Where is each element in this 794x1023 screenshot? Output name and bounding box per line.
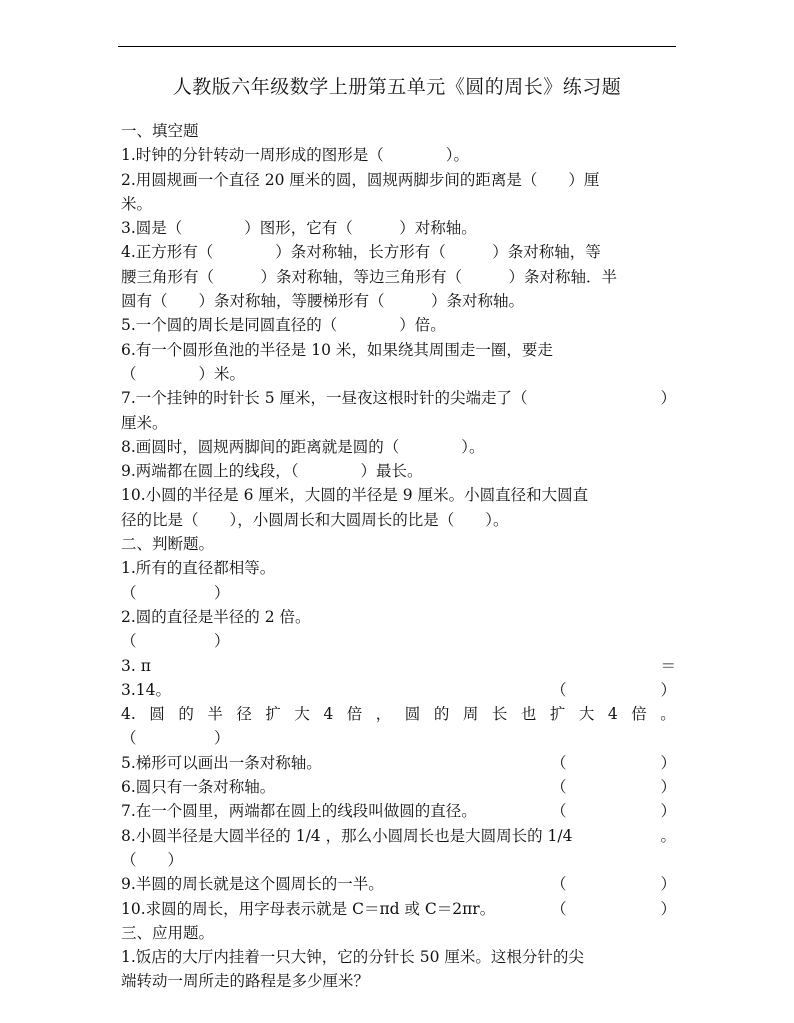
worksheet-line [121, 508, 676, 532]
line-text: 3.圆是（ ）图形，它有（ ）对称轴。 [121, 219, 477, 238]
answer-bracket-open: （ [551, 680, 567, 699]
worksheet-line [121, 751, 676, 775]
line-char: 的 [433, 705, 450, 724]
answer-bracket-open: （ [551, 899, 567, 918]
worksheet-line [121, 581, 676, 605]
worksheet-line [121, 556, 676, 580]
worksheet-line [121, 338, 676, 362]
line-text: 径的比是（ ），小圆周长和大圆周长的比是（ ）。 [121, 510, 509, 529]
worksheet-line [121, 678, 676, 702]
line-end: 。 [660, 826, 676, 845]
line-text: 8.画圆时，圆规两脚间的距离就是圆的（ ）。 [121, 437, 485, 456]
worksheet-line [121, 775, 676, 799]
line-char: ， [375, 705, 392, 724]
line-char: 周 [462, 705, 479, 724]
line-char: 圆 [149, 705, 165, 724]
line-text: 1.饭店的大厅内挂着一只大钟，它的分针长 50 厘米。这根分针的尖 [121, 948, 584, 967]
line-char: 倍 [346, 705, 363, 724]
line-end: ） [660, 389, 676, 408]
worksheet-line [121, 726, 676, 750]
worksheet-line [121, 143, 676, 167]
line-text: 腰三角形有（ ）条对称轴，等边三角形有（ ）条对称轴．半 [121, 267, 618, 286]
worksheet-line [121, 654, 676, 678]
line-text: 圆有（ ）条对称轴，等腰梯形有（ ）条对称轴。 [121, 292, 525, 311]
worksheet-line [121, 119, 676, 143]
line-text: 厘米。 [121, 413, 168, 432]
worksheet-line [121, 824, 676, 848]
line-text: 8.小圆半径是大圆半径的 1/4 ，那么小圆周长也是大圆周长的 1/4 [121, 826, 573, 845]
line-char: 。 [660, 705, 676, 724]
page-title: 人教版六年级数学上册第五单元《圆的周长》练习题 [172, 76, 622, 98]
line-char: 长 [491, 705, 508, 724]
line-char: 4 [607, 705, 618, 724]
worksheet-line [121, 386, 676, 410]
line-end: ） [660, 753, 676, 772]
worksheet-line [121, 848, 676, 872]
worksheet-line [121, 459, 676, 483]
line-text: 3.14。 [121, 680, 172, 699]
line-char: 4 [323, 705, 334, 724]
line-text: 5.梯形可以画出一条对称轴。 [121, 753, 322, 772]
line-text: 6.有一个圆形鱼池的半径是 10 米，如果绕其周围走一圈，要走 [121, 340, 553, 359]
line-text: （ ） [121, 632, 230, 651]
answer-bracket-open: （ [551, 802, 567, 821]
line-text: 6.圆只有一条对称轴。 [121, 778, 276, 797]
worksheet-line [121, 532, 676, 556]
line-char: 径 [236, 705, 252, 724]
worksheet-line [121, 362, 676, 386]
line-text: 10.小圆的半径是 6 厘米，大圆的半径是 9 厘米。小圆直径和大圆直 [121, 486, 589, 505]
worksheet-line [121, 168, 676, 192]
header-rule [118, 46, 676, 47]
worksheet-line [121, 945, 676, 969]
line-text: 2.圆的直径是半径的 2 倍。 [121, 607, 311, 626]
worksheet-line [121, 799, 676, 823]
line-char: 大 [294, 705, 310, 724]
worksheet-body [121, 119, 676, 994]
worksheet-line [121, 289, 676, 313]
line-end: ） [660, 875, 676, 894]
line-text: 5.一个圆的周长是同圆直径的（ ）倍。 [121, 316, 446, 335]
line-end: ＝ [660, 656, 676, 675]
worksheet-line [121, 629, 676, 653]
worksheet-line [121, 921, 676, 945]
line-char: 也 [520, 705, 537, 724]
worksheet-line [121, 897, 676, 921]
answer-bracket-open: （ [551, 753, 567, 772]
worksheet-line [121, 240, 676, 264]
worksheet-line [121, 216, 676, 240]
worksheet-line [121, 605, 676, 629]
line-text: 9.两端都在圆上的线段，（ ）最长。 [121, 462, 423, 481]
line-char: 扩 [265, 705, 281, 724]
line-text: （ ） [121, 850, 184, 869]
line-text: 一、填空题 [121, 122, 199, 140]
line-text: （ ） [121, 729, 230, 748]
line-text: （ ） [121, 583, 230, 602]
line-char: 半 [207, 705, 223, 724]
line-text: 10.求圆的周长，用字母表示就是 C＝πd 或 C＝2πr。 [121, 899, 496, 918]
answer-bracket-open: （ [551, 778, 567, 797]
line-text: 三、应用题。 [121, 923, 215, 942]
worksheet-line [121, 872, 676, 896]
line-text: 端转动一周所走的路程是多少厘米？ [121, 972, 370, 991]
worksheet-line [121, 969, 676, 993]
line-char: 扩 [549, 705, 566, 724]
line-text: 7.在一个圆里，两端都在圆上的线段叫做圆的直径。 [121, 802, 477, 821]
line-end: ） [660, 899, 676, 918]
line-end: ） [660, 802, 676, 821]
worksheet-line [121, 265, 676, 289]
line-text: 4.正方形有（ ）条对称轴，长方形有（ ）条对称轴，等 [121, 243, 601, 262]
worksheet-line [121, 435, 676, 459]
line-text: 1.所有的直径都相等。 [121, 559, 276, 578]
worksheet-line [121, 411, 676, 435]
worksheet-line [121, 192, 676, 216]
line-text: 1.时钟的分针转动一周形成的图形是（ ）。 [121, 146, 470, 165]
line-text: 3. π [121, 656, 151, 675]
line-end: ） [660, 680, 676, 699]
line-char: 圆 [404, 705, 421, 724]
line-char: 倍 [631, 705, 647, 724]
line-text: 米。 [121, 194, 153, 213]
answer-bracket-open: （ [551, 875, 567, 894]
line-text: （ ）米。 [121, 364, 246, 383]
worksheet-line [121, 483, 676, 507]
worksheet-line [121, 702, 676, 726]
line-text: 9.半圆的周长就是这个圆周长的一半。 [121, 875, 384, 894]
line-char: 的 [178, 705, 194, 724]
worksheet-line [121, 313, 676, 337]
line-text: 2.用圆规画一个直径 20 厘米的圆，圆规两脚步间的距离是（ ）厘 [121, 170, 600, 189]
line-char: 4. [121, 705, 136, 724]
line-end: ） [660, 778, 676, 797]
line-char: 大 [578, 705, 595, 724]
line-text: 7.一个挂钟的时针长 5 厘米，一昼夜这根时针的尖端走了（ [121, 389, 528, 408]
line-text: 二、判断题。 [121, 535, 215, 554]
